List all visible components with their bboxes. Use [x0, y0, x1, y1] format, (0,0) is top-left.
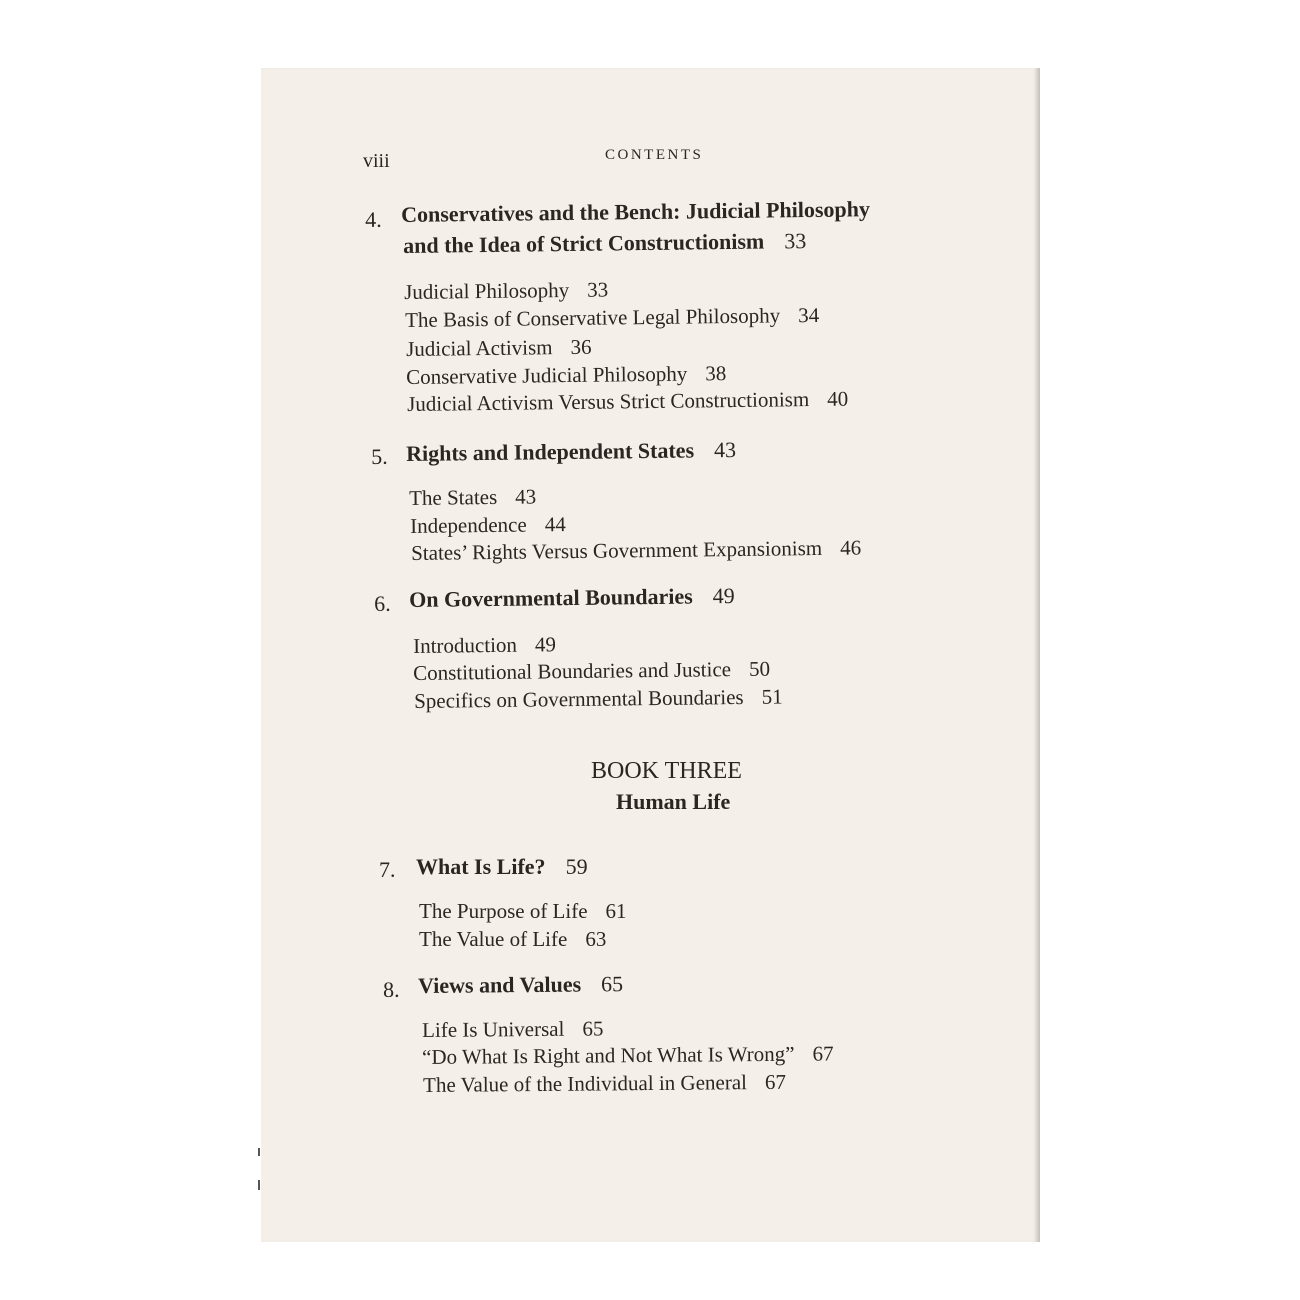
chapter-5-number: 5. [371, 443, 388, 469]
chapter-4-number: 4. [365, 206, 382, 232]
chapter-4-title-line1: Conservatives and the Bench: Judicial Philosophy [401, 196, 871, 227]
chapter-7-page: 59 [565, 854, 588, 879]
book-page [261, 68, 1040, 1242]
toc-entry: Independence 44 [410, 512, 566, 538]
chapter-5-page: 43 [713, 436, 737, 463]
toc-entry: Judicial Philosophy 33 [404, 277, 609, 304]
chapter-6-number: 6. [374, 590, 391, 616]
chapter-7-title: What Is Life? 59 [416, 854, 588, 879]
book-three-label: BOOK THREE [591, 758, 742, 784]
chapter-6-page: 49 [712, 583, 735, 609]
toc-entry: Constitutional Boundaries and Justice 50 [413, 656, 771, 685]
chapter-8-title: Views and Values 65 [418, 971, 624, 998]
spine-shadow [1034, 68, 1040, 1242]
toc-entry: The Value of the Individual in General 67 [423, 1069, 787, 1097]
toc-entry: “Do What Is Right and Not What Is Wrong” 67 [422, 1041, 834, 1069]
toc-entry: Judicial Activism Versus Strict Constructionism 40 [407, 386, 849, 416]
toc-entry: Introduction 49 [413, 632, 557, 658]
chapter-5-title: Rights and Independent States 43 [406, 436, 737, 466]
toc-entry: States’ Rights Versus Government Expansionism 46 [411, 535, 862, 565]
chapter-8-page: 65 [601, 971, 624, 997]
chapter-6-title: On Governmental Boundaries 49 [409, 583, 735, 612]
toc-entry: Conservative Judicial Philosophy 38 [406, 361, 727, 389]
toc-entry: The States 43 [409, 484, 537, 510]
chapter-4-title-line2: and the Idea of Strict Constructionism 33 [403, 228, 807, 258]
toc-entry: The Basis of Conservative Legal Philosophy 34 [405, 302, 820, 332]
chapter-8-number: 8. [383, 976, 400, 1002]
toc-entry: Life Is Universal 65 [422, 1016, 604, 1042]
toc-entry: The Value of Life 63 [419, 927, 607, 951]
running-head: CONTENTS [605, 147, 704, 163]
book-three-title: Human Life [616, 789, 731, 814]
chapter-4-page: 33 [784, 228, 807, 254]
toc-entry: Judicial Activism 36 [406, 334, 592, 361]
page-edge-mark [258, 1148, 260, 1156]
page-edge-mark [258, 1180, 260, 1190]
page-folio: viii [363, 150, 390, 172]
toc-entry: Specifics on Governmental Boundaries 51 [414, 684, 783, 713]
chapter-7-number: 7. [379, 857, 396, 882]
toc-entry: The Purpose of Life 61 [419, 899, 627, 923]
